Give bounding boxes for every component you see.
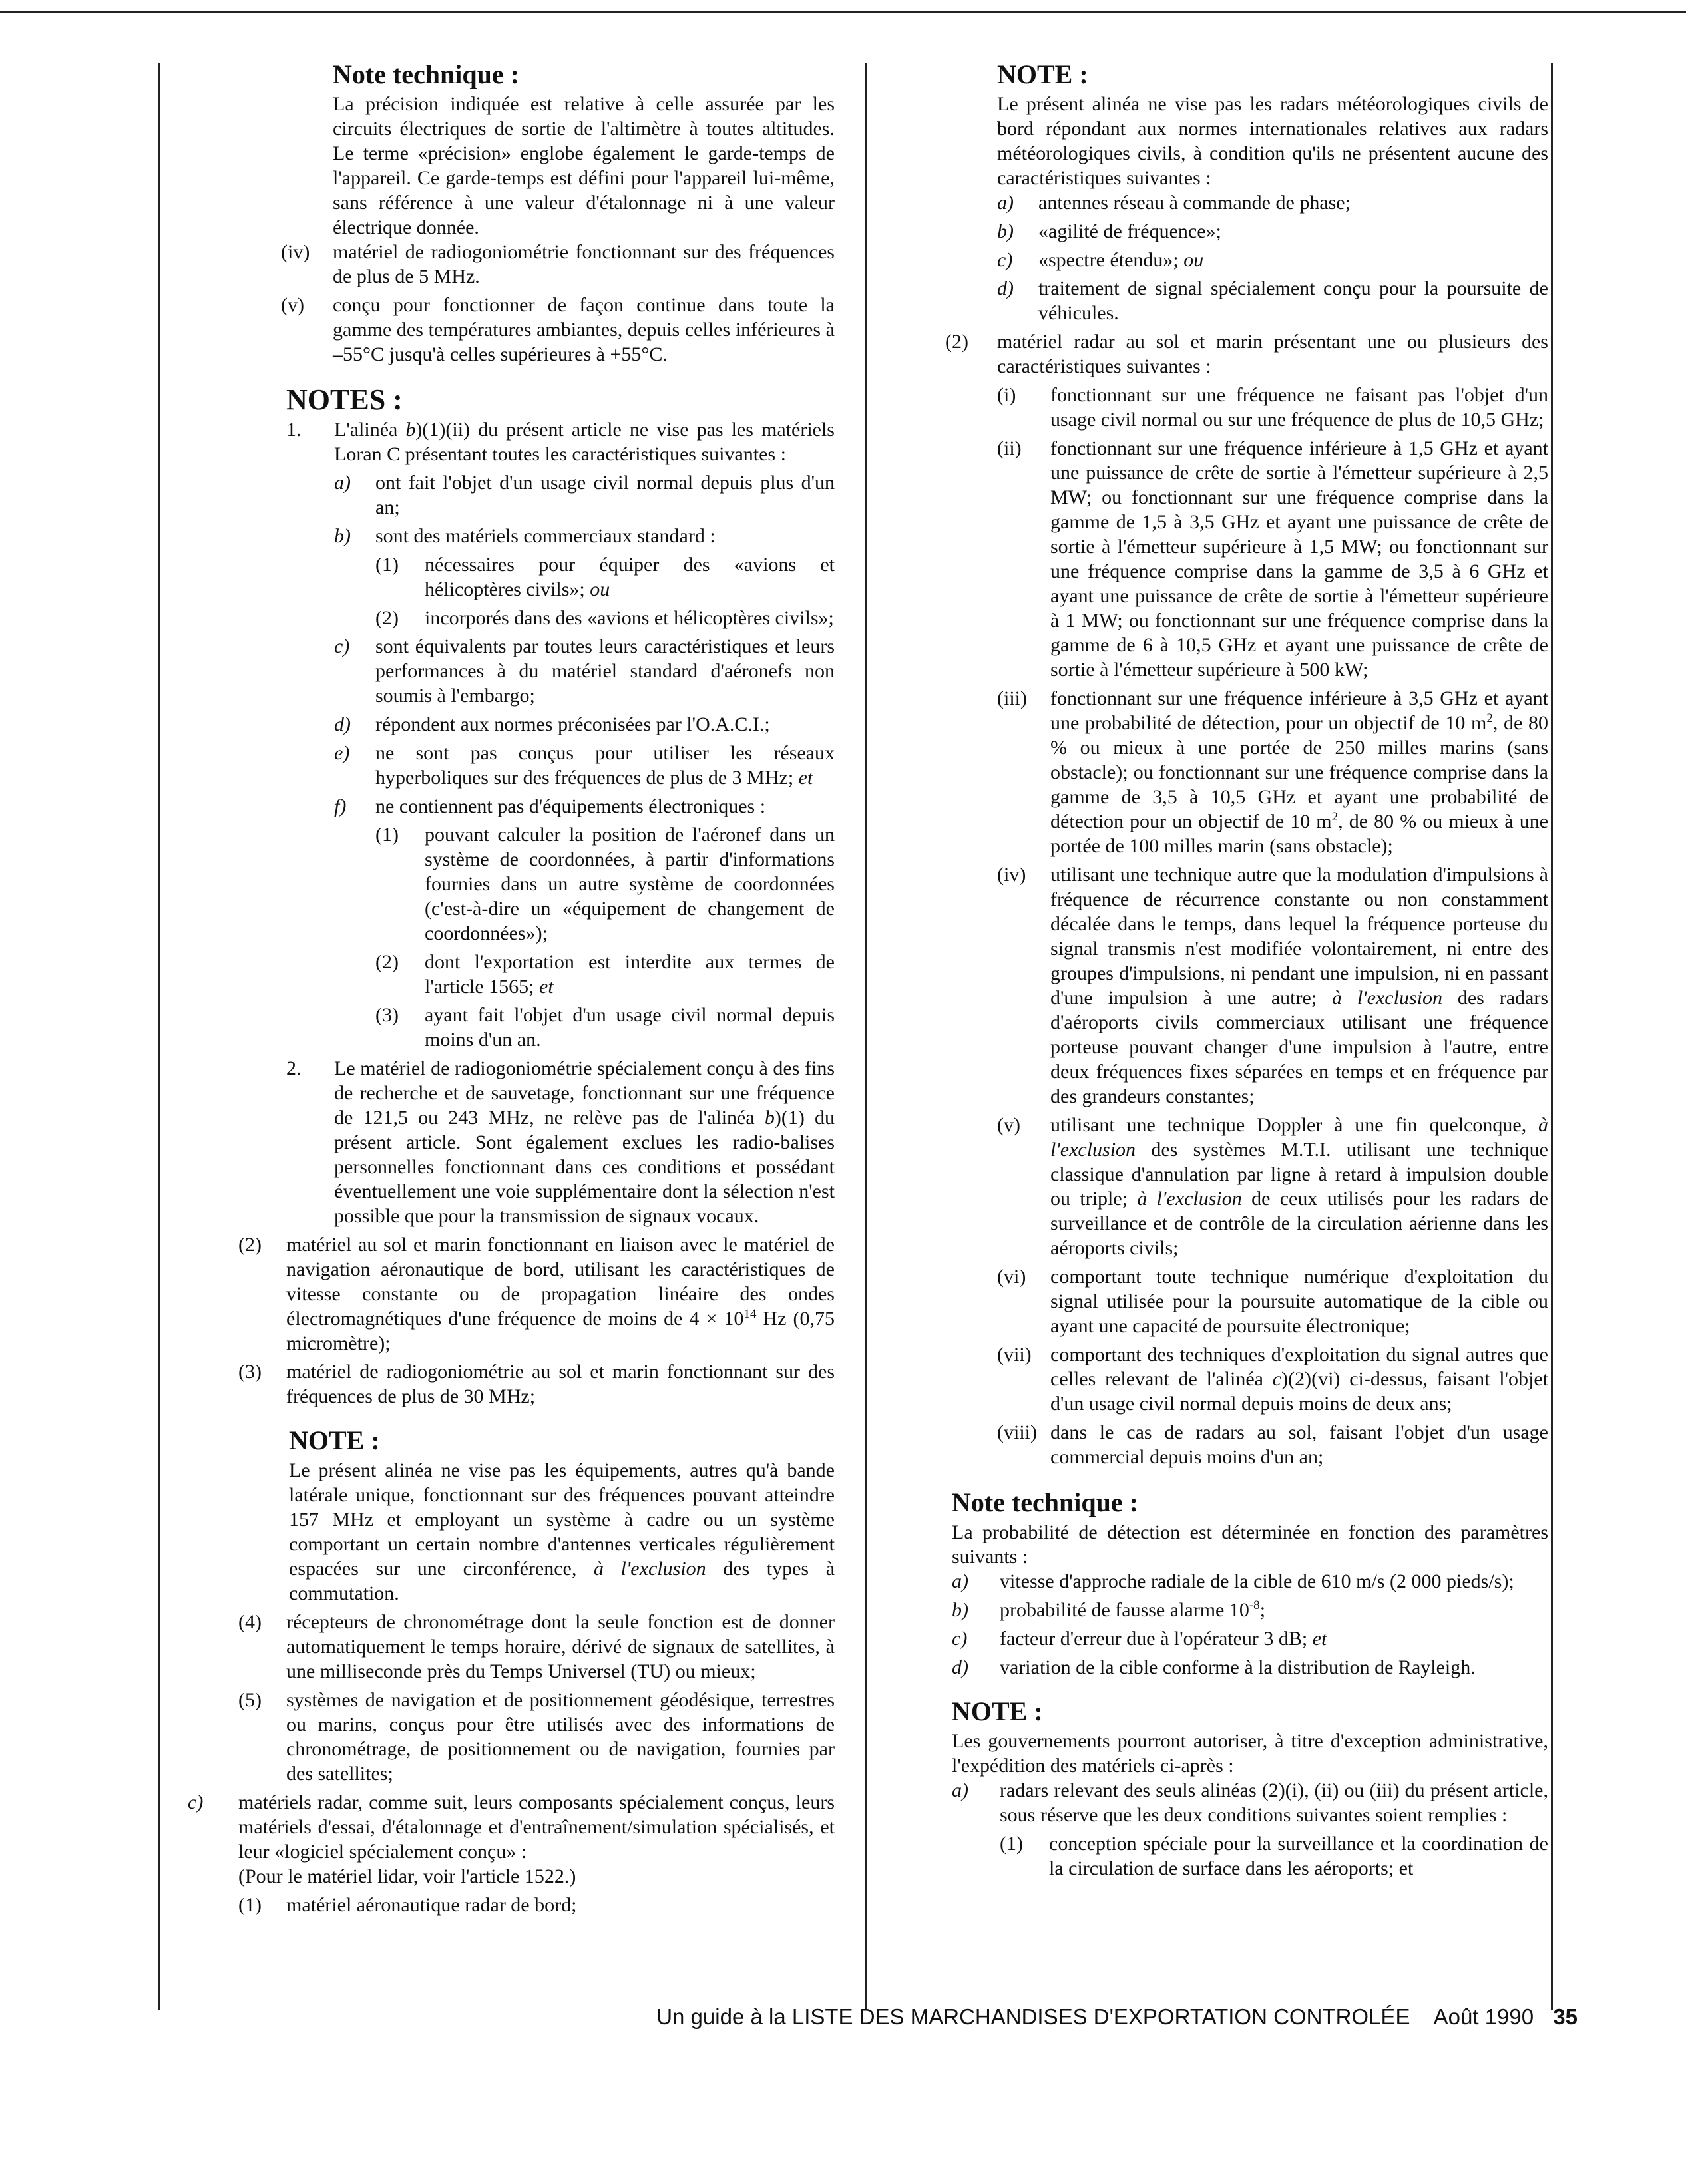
note-1-item-b1 <box>375 552 835 602</box>
item-marker: (v) <box>997 1114 1020 1136</box>
note-2-prefix: Le matériel de radiogoniométrie spécialement conçu à des fins de recherche et de sauvetage, fonctionnant sur une fréquence de 121,5 ou 243 MHz, ne relève pas de l'alinéa <box>334 1057 835 1129</box>
item-exclusion: à l'exclusion <box>1050 1114 1548 1161</box>
note-item-d <box>997 276 1548 325</box>
item-marker: (2) <box>375 607 399 629</box>
note-technique-heading: Note technique : <box>333 59 519 89</box>
list-item-vi <box>997 1264 1548 1338</box>
item-marker: (iii) <box>997 687 1027 709</box>
list-item-iv-right <box>997 862 1548 1109</box>
list-item-v <box>281 293 835 367</box>
center-divider-rule <box>865 63 867 2010</box>
note-exclusion: à l'exclusion <box>593 1558 706 1580</box>
list-item-2 <box>238 1232 835 1356</box>
list-item-iii <box>997 686 1548 858</box>
item-text: antennes réseau à commande de phase; <box>1038 192 1351 214</box>
item-text: sont équivalents par toutes leurs caractéristiques et leurs performances à du matériel standard d'aéronefs non soumis à l'embargo; <box>375 636 835 707</box>
note-1-item-e <box>334 741 835 790</box>
item-marker: (2) <box>375 951 399 973</box>
item-marker: d) <box>952 1656 968 1678</box>
item-conj: et <box>1312 1628 1327 1650</box>
footer-date: Août 1990 <box>1433 2004 1534 2029</box>
item-text: conçu pour fonctionner de façon continue dans toute la gamme des températures ambiantes, depuis celles inférieures à –55°C jusqu'à celles supérieures à +55°C. <box>333 294 835 365</box>
nt-item-d <box>952 1655 1548 1680</box>
note-1-item-b2 <box>375 606 835 630</box>
item-text-mid: des systèmes M.T.I. utilisant une technique classique d'annulation par ligne à retard à impulsion double ou triple; <box>1050 1139 1548 1210</box>
left-column <box>169 60 835 1921</box>
item-conj: ou <box>590 578 610 600</box>
item-marker: d) <box>997 277 1014 299</box>
list-item-c <box>169 1790 835 1889</box>
item-text: pouvant calculer la position de l'aéronef dans un système de coordonnées, à partir d'informations fournies dans un autre système de coordonnées (c'est-à-dire un «équipement de changement de coordonnées»); <box>425 824 835 944</box>
note-1-text: )(1)(ii) du présent article ne vise pas les matériels Loran C présentant toutes les caractéristiques suivantes : <box>334 419 835 465</box>
note-technique-right <box>876 1488 1548 1680</box>
item-text: matériel aéronautique radar de bord; <box>286 1894 577 1916</box>
item-text-tail: , de 80 % ou mieux à une portée de 100 milles marin (sans obstacle); <box>1050 811 1549 857</box>
item-marker: (2) <box>945 331 968 353</box>
item-marker: (3) <box>238 1361 262 1383</box>
item-text-mid: , de 80 % ou mieux à une portée de 250 milles marins (sans obstacle); ou fonctionnant sur une fréquence comprise dans la gamme de 3,5 à 10,5 GHz et ayant une probabilité de détection pour un objectif de 10 m <box>1050 712 1548 832</box>
note-2-text: )(1) du présent article. Sont également exclues les radio-balises personnelles fonctionnant dans ces conditions et possédant éventuellement une voie supplémentaire dont la sélection n'est possible que pour la transmission de signaux vocaux. <box>334 1107 835 1227</box>
item-marker: f) <box>334 795 347 817</box>
note-heading: NOTE : <box>997 59 1088 89</box>
note-1-item-f3 <box>375 1003 835 1052</box>
item-text: systèmes de navigation et de positionnement géodésique, terrestres ou marins, conçus pour être utilisés avec des informations de chronométrage, de positionnement ou de navigation, fournies par des satellites; <box>286 1689 835 1785</box>
item-marker: (5) <box>238 1689 262 1711</box>
note-heading: NOTE : <box>289 1425 380 1455</box>
item-text: conception spéciale pour la surveillance et la coordination de la circulation de surface dans les aéroports; et <box>1049 1833 1548 1879</box>
item-text: facteur d'erreur due à l'opérateur 3 dB; <box>1000 1628 1308 1650</box>
notes-heading: NOTES : <box>286 383 403 416</box>
item-text: matériel au sol et marin fonctionnant en liaison avec le matériel de navigation aéronautique de bord, utilisant les caractéristiques de vitesse constante ou de propagation linéaire des ondes électromagnétiques d'une fréquence de moins de 4 × 10 <box>286 1234 835 1330</box>
list-item-2-right <box>945 329 1548 379</box>
list-item-4 <box>238 1610 835 1684</box>
item-marker: (2) <box>238 1234 262 1256</box>
item-marker: (vi) <box>997 1266 1026 1288</box>
left-margin-rule <box>158 63 160 2010</box>
item-marker: e) <box>334 742 350 764</box>
item-marker: (iv) <box>281 241 310 263</box>
item-text: «agilité de fréquence»; <box>1038 220 1221 242</box>
item-ref: c <box>1272 1368 1282 1390</box>
item-marker: (1) <box>1000 1833 1023 1855</box>
note-1-item-f1 <box>375 822 835 946</box>
item-text-tail: ; <box>1259 1599 1266 1621</box>
item-exponent: 14 <box>743 1307 757 1321</box>
top-rule <box>0 11 1686 13</box>
note-text: Le présent alinéa ne vise pas les radars météorologiques civils de bord répondant aux normes internationales relatives aux radars météorologiques civils, à condition qu'ils ne présentent aucune des caractéristiques suivantes : <box>997 93 1548 189</box>
item-conj: et <box>539 976 554 998</box>
page-number: 35 <box>1553 2004 1578 2029</box>
item-exclusion: à l'exclusion <box>1332 987 1442 1009</box>
item-exclusion-2: à l'exclusion <box>1137 1188 1242 1210</box>
item-text: vitesse d'approche radiale de la cible de 610 m/s (2 000 pieds/s); <box>1000 1570 1514 1592</box>
list-item-i <box>997 383 1548 432</box>
nt-item-c <box>952 1626 1548 1651</box>
item-marker: (ii) <box>997 437 1022 459</box>
item-text: incorporés dans des «avions et hélicoptères civils»; <box>425 607 834 629</box>
footer-guide-title: Un guide à la LISTE DES MARCHANDISES D'EXPORTATION CONTROLÉE <box>656 2004 1410 2029</box>
item-text: récepteurs de chronométrage dont la seule fonction est de donner automatiquement le temps horaire, dérivé de signaux de satellites, à une milliseconde près du Temps Universel (TU) ou mieux; <box>286 1611 835 1682</box>
item-marker: (3) <box>375 1004 399 1026</box>
note-1-item-a <box>334 470 835 520</box>
note-technique-heading: Note technique : <box>952 1487 1138 1517</box>
right-margin-rule <box>1551 63 1553 2010</box>
note-block <box>169 1426 835 1606</box>
item-text: comportant toute technique numérique d'exploitation du signal utilisée pour la poursuite automatique de la cible ou ayant une capacité de poursuite électronique; <box>1050 1266 1548 1337</box>
item-text: répondent aux normes préconisées par l'O.A.C.I.; <box>375 713 770 735</box>
item-conj: et <box>798 767 813 789</box>
item-text: nécessaires pour équiper des «avions et hélicoptères civils»; <box>425 554 835 600</box>
note-technique-block <box>169 60 835 240</box>
item-text: utilisant une technique Doppler à une fin quelconque, <box>1050 1114 1538 1136</box>
item-marker: a) <box>952 1570 968 1592</box>
item-text: ayant fait l'objet d'un usage civil normal depuis moins d'un an. <box>425 1004 835 1051</box>
note-block-right <box>876 60 1548 325</box>
list-item-v-right <box>997 1113 1548 1260</box>
item-text: ne contiennent pas d'équipements électroniques : <box>375 795 766 817</box>
item-marker: (1) <box>238 1894 262 1916</box>
item-text-tail: Hz (0,75 micromètre); <box>286 1308 835 1354</box>
note-technique-text: La probabilité de détection est déterminée en fonction des paramètres suivants : <box>952 1521 1548 1568</box>
item-exponent-2: 2 <box>1331 810 1339 824</box>
item-marker: (i) <box>997 384 1016 406</box>
note-2-ref: b <box>764 1107 775 1129</box>
note-technique-text: La précision indiquée est relative à celle assurée par les circuits électriques de sortie de l'altimètre à toutes altitudes. Le terme «précision» englobe également le garde-temps de l'appareil. Ce garde-temps est défini pour l'appareil lui-même, sans référence à une valeur d'étalonnage ni à une valeur électrique donnée. <box>333 93 835 238</box>
list-item-c1 <box>169 1893 835 1917</box>
notes-block <box>169 385 835 1228</box>
list-item-vii <box>997 1342 1548 1416</box>
note-heading: NOTE : <box>952 1696 1043 1726</box>
item-marker: b) <box>997 220 1014 242</box>
nt-item-a <box>952 1569 1548 1594</box>
note-text: Le présent alinéa ne vise pas les équipements, autres qu'à bande latérale unique, fonctionnant sur des fréquences pouvant atteindre 157 MHz et employant un système à cadre ou un système comportant un certain nombre d'antennes verticales régulièrement espacées sur une circonférence, <box>289 1459 835 1580</box>
note-item-c <box>997 248 1548 272</box>
item-text: dont l'exportation est interdite aux termes de l'article 1565; <box>425 951 835 998</box>
note-block-right-2 <box>876 1697 1548 1881</box>
note-1-prefix: L'alinéa <box>334 419 406 441</box>
item-text-tail: des radars d'aéroports civils commerciaux utilisant une fréquence porteuse pouvant changer d'une impulsion à l'autre, entre deux fréquences fixes séparées en temps et en fréquence par des grandeurs constantes; <box>1050 987 1548 1107</box>
item-marker: (1) <box>375 554 399 576</box>
list-item-ii <box>997 436 1548 682</box>
item-marker: b) <box>952 1599 968 1621</box>
item-conj: ou <box>1183 249 1204 271</box>
item-text: probabilité de fausse alarme 10 <box>1000 1599 1249 1621</box>
item-text: matériel radar au sol et marin présentant une ou plusieurs des caractéristiques suivantes : <box>997 331 1548 377</box>
item-marker: a) <box>997 192 1014 214</box>
item-marker: (4) <box>238 1611 262 1633</box>
item-marker: c) <box>952 1628 968 1650</box>
note-item-b <box>997 219 1548 244</box>
note-1 <box>286 417 835 466</box>
item-marker: (viii) <box>997 1421 1037 1443</box>
item-text: utilisant une technique autre que la modulation d'impulsions à fréquence de récurrence constante ou non constamment décalée dans le temps, dans lequel la fréquence porteuse du signal transmis n'est modifiée volontairement, ni entre des groupes d'impulsions, ni pendant une impulsion, ni en passant d'une impulsion à une autre; <box>1050 864 1548 1009</box>
item-text-tail: )(2)(vi) ci-dessus, faisant l'objet d'un usage civil normal depuis moins de deux ans; <box>1050 1368 1548 1415</box>
item-text: radars relevant des seuls alinéas (2)(i), (ii) ou (iii) du présent article, sous réserve que les deux conditions suivantes soient remplies : <box>1000 1779 1548 1826</box>
item-text: sont des matériels commerciaux standard : <box>375 525 716 547</box>
list-item-viii <box>997 1420 1548 1469</box>
list-item-5 <box>238 1688 835 1786</box>
note-1-item-c <box>334 634 835 708</box>
note-1-item-d <box>334 712 835 737</box>
item-marker: (1) <box>375 824 399 846</box>
item-marker: (v) <box>281 294 304 316</box>
item-marker: (iv) <box>997 864 1026 886</box>
item-text: ne sont pas conçus pour utiliser les réseaux hyperboliques sur des fréquences de plus de 3 MHz; <box>375 742 835 789</box>
item-text: matériels radar, comme suit, leurs composants spécialement conçus, leurs matériels d'essai, d'étalonnage et d'entraînement/simulation spécialisés, et leur «logiciel spécialement conçu» : <box>238 1791 835 1863</box>
item-marker: d) <box>334 713 351 735</box>
item-marker: b) <box>334 525 351 547</box>
item-text: fonctionnant sur une fréquence ne faisant pas l'objet d'un usage civil normal ou sur une fréquence de plus de 10,5 GHz; <box>1050 384 1548 431</box>
item-text: comportant des techniques d'exploitation du signal autres que celles relevant de l'alinéa <box>1050 1344 1548 1390</box>
item-marker: (vii) <box>997 1344 1032 1365</box>
note-2 <box>286 1056 835 1228</box>
item-text: «spectre étendu»; <box>1038 249 1179 271</box>
note-text-tail: des types à commutation. <box>289 1558 835 1604</box>
item-marker: c) <box>188 1791 204 1813</box>
note2-item-a <box>952 1778 1548 1827</box>
note2-item-a1 <box>952 1831 1548 1881</box>
note-1-item-f <box>334 794 835 819</box>
item-lidar-note: (Pour le matériel lidar, voir l'article 1522.) <box>238 1865 576 1887</box>
note-1-ref: b <box>405 419 416 441</box>
note-number: 1. <box>286 419 302 441</box>
note-1-item-f2 <box>375 950 835 999</box>
item-marker: a) <box>334 472 351 494</box>
item-marker: c) <box>334 636 350 657</box>
item-text: fonctionnant sur une fréquence inférieure à 1,5 GHz et ayant une puissance de crête de sortie à l'émetteur supérieure à 2,5 MW; ou fonctionnant sur une fréquence comprise dans la gamme de 1,5 à 3,5 GHz et ayant une puissance de crête de sortie à l'émetteur supérieure à 1,5 MW; ou fonctionnant sur une fréquence comprise dans la gamme de 3,5 à 6 GHz et ayant une puissance de crête de sortie à l'émetteur supérieure à 1 MW; ou fonctionnant sur une fréquence comprise dans la gamme de 6 à 10,5 GHz et ayant une puissance de crête de sortie à l'émetteur supérieure à 500 kW; <box>1050 437 1548 681</box>
note-1-item-b <box>334 524 835 548</box>
item-text: matériel de radiogoniométrie fonctionnant sur des fréquences de plus de 5 MHz. <box>333 241 835 287</box>
item-text: traitement de signal spécialement conçu pour la poursuite de véhicules. <box>1038 277 1548 324</box>
item-marker: a) <box>952 1779 968 1801</box>
item-text: matériel de radiogoniométrie au sol et marin fonctionnant sur des fréquences de plus de 30 MHz; <box>286 1361 835 1407</box>
item-exponent: -8 <box>1249 1598 1260 1612</box>
list-item-3 <box>238 1360 835 1409</box>
note-number: 2. <box>286 1057 302 1079</box>
item-exponent: 2 <box>1486 711 1493 725</box>
item-marker: c) <box>997 249 1013 271</box>
item-text: variation de la cible conforme à la distribution de Rayleigh. <box>1000 1656 1476 1678</box>
nt-item-b <box>952 1598 1548 1622</box>
list-item-iv <box>281 240 835 289</box>
note-item-a <box>997 190 1548 215</box>
item-text: dans le cas de radars au sol, faisant l'objet d'un usage commercial depuis moins d'un an; <box>1050 1421 1548 1468</box>
right-column <box>876 60 1548 1885</box>
note-text: Les gouvernements pourront autoriser, à titre d'exception administrative, l'expédition des matériels ci-après : <box>952 1730 1548 1777</box>
item-text-tail: de ceux utilisés pour les radars de surveillance et de contrôle de la circulation aérienne dans les aéroports civils; <box>1050 1188 1548 1259</box>
page-footer <box>646 2004 1578 2030</box>
item-text: ont fait l'objet d'un usage civil normal depuis plus d'un an; <box>375 472 835 518</box>
item-text: fonctionnant sur une fréquence inférieure à 3,5 GHz et ayant une probabilité de détection, pour un objectif de 10 m <box>1050 687 1548 734</box>
